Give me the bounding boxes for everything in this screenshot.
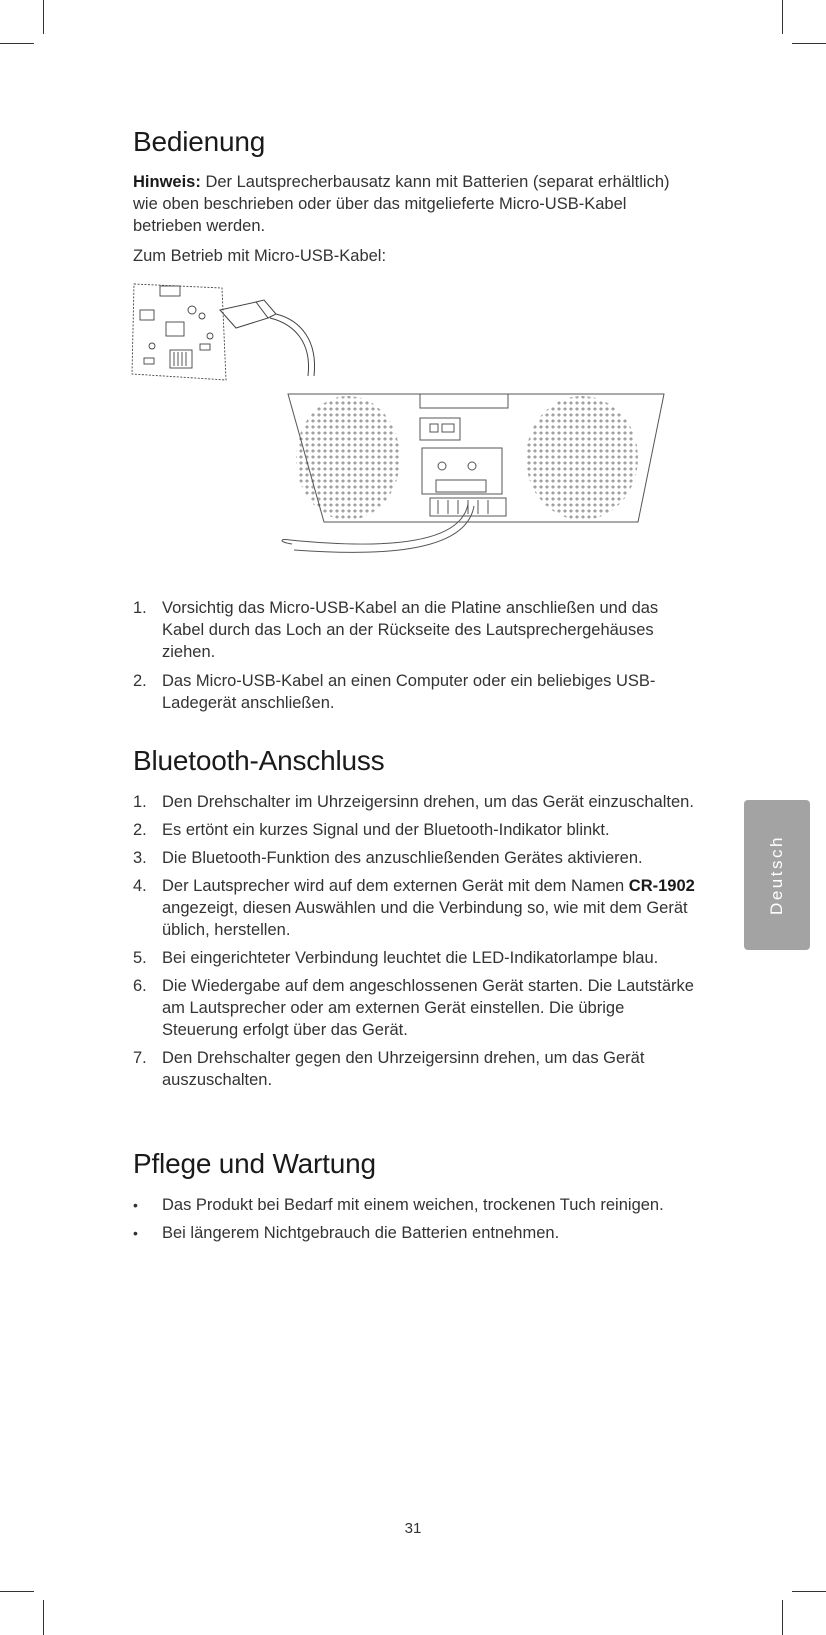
list-item <box>133 791 703 813</box>
crop-mark <box>782 0 783 34</box>
circuit-board <box>132 284 226 380</box>
speaker-enclosure <box>288 394 664 522</box>
list-item <box>133 670 703 714</box>
crop-mark <box>792 43 826 44</box>
language-tab <box>744 800 810 950</box>
crop-mark <box>792 1591 826 1592</box>
heading-care: Pflege und Wartung <box>133 1148 376 1179</box>
step-number: 5. <box>133 949 147 967</box>
heading-operation: Bedienung <box>133 126 266 157</box>
usb-intro: Zum Betrieb mit Micro-USB-Kabel: <box>133 247 387 265</box>
step-text: Den Drehschalter im Uhrzeigersinn drehen, um das Gerät einzuschalten. <box>162 793 694 811</box>
usb-plug <box>220 300 315 376</box>
bullet: • <box>133 1197 138 1213</box>
language-tab-label: Deutsch <box>767 835 786 915</box>
step-text: Das Micro-USB-Kabel an einen Computer oder ein beliebiges USB-Ladegerät anschließen. <box>162 672 656 712</box>
note-text: Der Lautsprecherbausatz kann mit Batterien (separat erhältlich) wie oben beschrieben oder über das mitgelieferte Micro-USB-Kabel betrieben werden. <box>133 173 670 235</box>
step-number: 2. <box>133 672 147 690</box>
care-text: Bei längerem Nichtgebrauch die Batterien entnehmen. <box>162 1224 560 1242</box>
care-text: Das Produkt bei Bedarf mit einem weichen, trockenen Tuch reinigen. <box>162 1196 664 1214</box>
crop-mark <box>43 1600 44 1635</box>
step-text <box>162 875 703 941</box>
list-item <box>133 975 703 1041</box>
step-number: 2. <box>133 821 147 839</box>
step-text: Es ertönt ein kurzes Signal und der Bluetooth-Indikator blinkt. <box>162 821 610 839</box>
step-text-part: angezeigt, diesen Auswählen und die Verbindung so, wie mit dem Gerät üblich, herstellen. <box>162 899 688 939</box>
list-item <box>133 947 703 969</box>
crop-mark <box>782 1600 783 1635</box>
crop-mark <box>0 1591 34 1592</box>
step-text: Die Bluetooth-Funktion des anzuschließenden Gerätes aktivieren. <box>162 849 643 867</box>
list-item <box>133 847 703 869</box>
step-number: 4. <box>133 877 147 895</box>
step-number: 1. <box>133 793 147 811</box>
step-number: 1. <box>133 599 147 617</box>
step-text: Den Drehschalter gegen den Uhrzeigersinn drehen, um das Gerät auszuschalten. <box>162 1049 645 1089</box>
list-item <box>133 819 703 841</box>
bluetooth-steps <box>133 791 703 1091</box>
note-paragraph <box>133 171 693 237</box>
step-number: 7. <box>133 1049 147 1067</box>
list-item <box>133 1222 703 1244</box>
heading-bluetooth: Bluetooth-Anschluss <box>133 745 385 776</box>
step-number: 3. <box>133 849 147 867</box>
usb-cable <box>282 504 474 552</box>
step-text: Vorsichtig das Micro-USB-Kabel an die Platine anschließen und das Kabel durch das Loch an der Rückseite des Lautsprechergehäuses ziehen. <box>162 599 659 661</box>
care-items <box>133 1194 703 1244</box>
list-item <box>133 875 703 941</box>
step-text-part: Der Lautsprecher wird auf dem externen Gerät mit dem Namen <box>162 877 629 895</box>
crop-mark <box>43 0 44 34</box>
usb-connection-illustration <box>130 280 700 580</box>
list-item <box>133 597 703 663</box>
step-number: 6. <box>133 977 147 995</box>
device-name: CR-1902 <box>628 877 695 895</box>
list-item <box>133 1194 703 1216</box>
page-number: 31 <box>404 1520 422 1537</box>
step-text: Die Wiedergabe auf dem angeschlossenen Gerät starten. Die Lautstärke am Lautsprecher oder am externen Gerät einstellen. Die übrige Steuerung erfolgt über das Gerät. <box>162 977 694 1039</box>
operation-steps <box>133 597 703 714</box>
step-text: Bei eingerichteter Verbindung leuchtet die LED-Indikatorlampe blau. <box>162 949 659 967</box>
bullet: • <box>133 1225 138 1241</box>
note-label: Hinweis: <box>133 173 201 191</box>
crop-mark <box>0 43 34 44</box>
list-item <box>133 1047 703 1091</box>
